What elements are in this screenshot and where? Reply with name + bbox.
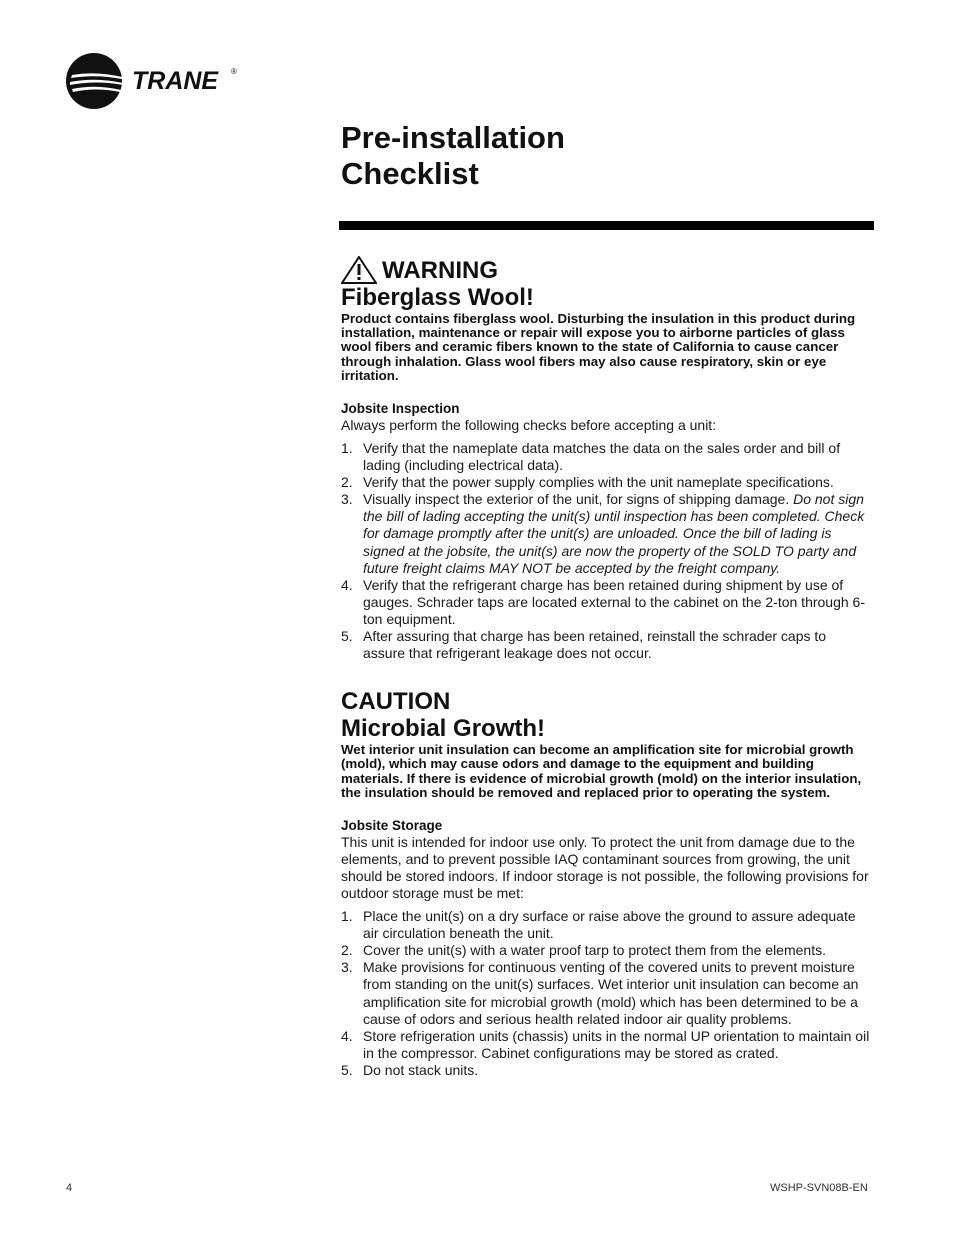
list-number: 5. [341, 628, 353, 645]
list-text: Store refrigeration units (chassis) units in the normal UP orientation to maintain oil in the compressor. Cabinet configurations may be stored as crated. [363, 1027, 870, 1061]
list-text: Make provisions for continuous venting of the covered units to prevent moisture from standing on the unit(s) surfaces. Wet interior unit insulation can become an amplification site for microbial growth (mold) which has been determined to be a cause of odors and serious health related indoor air quality problems. [363, 959, 859, 1027]
list-number: 2. [341, 474, 353, 491]
storage-item-1 [341, 908, 871, 942]
warning-header [341, 256, 871, 311]
list-text [363, 474, 871, 491]
caution-subheading: Microbial Growth! [341, 715, 545, 743]
list-text: Cover the unit(s) with a water proof tarp to protect them from the elements. [363, 942, 826, 959]
inspection-item-5 [341, 628, 871, 662]
caution-heading: CAUTION [341, 688, 451, 716]
list-text-plain: Verify that the power supply complies with the unit nameplate specifications. [363, 474, 834, 491]
list-text-plain: Visually inspect the exterior of the unit, for signs of shipping damage. [363, 491, 794, 508]
inspection-item-3 [341, 491, 871, 576]
inspection-list [341, 440, 871, 662]
page-title-line1: Pre-installation [341, 120, 565, 155]
storage-list [341, 908, 871, 1079]
list-number: 1. [341, 440, 353, 457]
jobsite-storage-intro: This unit is intended for indoor use only. To protect the unit from damage due to the elements, and to prevent possible IAQ contaminant sources from growing, the unit should be stored indoors. If indoor storage is not possible, the following provisions for outdoor storage must be met: [341, 834, 869, 902]
list-number: 5. [341, 1061, 353, 1078]
document-id: WSHP-SVN08B-EN [770, 1182, 868, 1194]
list-text-plain: Verify that the refrigerant charge has been retained during shipment by use of gauges. Schrader taps are located external to the cabinet on the 2-ton through 6-ton equipment. [363, 576, 865, 627]
list-text-italic: Do not sign the bill of lading accepting the unit(s) until inspection has been completed. Check for damage promptly after the unit(s) are unloaded. Once the bill of lading is signed at the jobsite, the unit(s) are now the property of the SOLD TO party and future freight claims MAY NOT be accepted by the freight company. [363, 491, 865, 576]
inspection-item-1 [341, 440, 871, 474]
list-text: Do not stack units. [363, 1061, 479, 1078]
list-number: 3. [341, 491, 353, 508]
page-title [341, 120, 881, 192]
main-content [341, 256, 871, 1079]
list-number: 1. [341, 908, 353, 925]
list-number: 4. [341, 1027, 353, 1044]
trane-logotype: TRANE [132, 67, 219, 95]
list-text-plain: Verify that the nameplate data matches the data on the sales order and bill of lading (including electrical data). [363, 440, 841, 474]
caution-block [341, 688, 871, 800]
storage-item-2 [341, 942, 871, 959]
caution-body: Wet interior unit insulation can become an amplification site for microbial growth (mold), which may cause odors and damage to the equipment and building materials. If there is evidence of microbial growth (mold) on the interior insulation, the insulation should be removed and replaced prior to operating the system. [341, 742, 862, 800]
page-title-line2: Checklist [341, 156, 479, 191]
list-text-plain: After assuring that charge has been retained, reinstall the schrader caps to assure that refrigerant leakage does not occur. [363, 628, 827, 662]
list-text [363, 577, 871, 628]
warning-triangle-icon [341, 256, 377, 284]
storage-item-3 [341, 959, 871, 1027]
list-text [363, 440, 871, 474]
title-rule [339, 221, 874, 230]
storage-item-5 [341, 1062, 871, 1079]
inspection-item-2 [341, 474, 871, 491]
jobsite-inspection-heading: Jobsite Inspection [341, 401, 460, 417]
caution-header [341, 688, 871, 742]
list-number: 3. [341, 959, 353, 976]
list-number: 4. [341, 576, 353, 593]
warning-body: Product contains fiberglass wool. Disturbing the insulation in this product during installation, maintenance or repair will expose you to airborne particles of glass wool fibers and ceramic fibers known to the state of California to cause cancer through inhalation. Glass wool fibers may also cause respiratory, skin or eye irritation. [341, 311, 856, 383]
jobsite-storage-heading: Jobsite Storage [341, 818, 443, 834]
trane-logo [66, 52, 246, 110]
page-number: 4 [66, 1182, 73, 1194]
inspection-item-4 [341, 577, 871, 628]
list-text [363, 491, 871, 576]
registered-mark: ® [231, 67, 237, 76]
list-text [363, 628, 871, 662]
warning-subheading: Fiberglass Wool! [341, 284, 534, 311]
warning-heading: WARNING [382, 256, 498, 284]
storage-item-4 [341, 1028, 871, 1062]
list-number: 2. [341, 942, 353, 959]
list-text: Place the unit(s) on a dry surface or raise above the ground to assure adequate air circulation beneath the unit. [363, 908, 856, 942]
jobsite-inspection-intro: Always perform the following checks before accepting a unit: [341, 417, 717, 434]
